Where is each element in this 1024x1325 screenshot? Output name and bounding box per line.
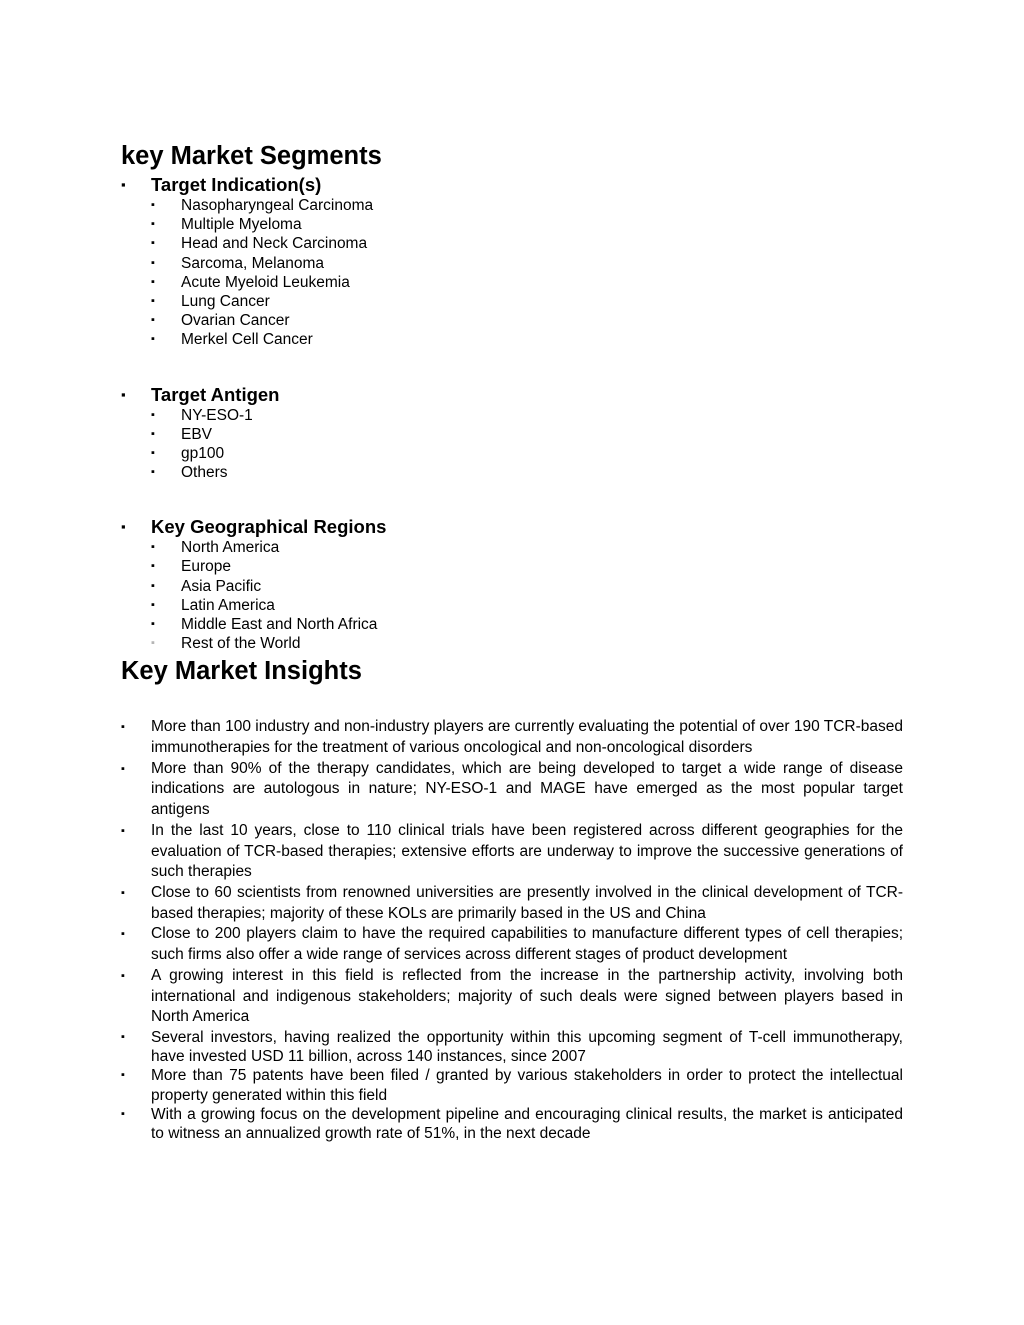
bullet-icon: ▪ xyxy=(121,1030,125,1043)
bullet-icon: ▪ xyxy=(151,618,155,630)
bullet-icon: ▪ xyxy=(151,466,155,479)
list-item xyxy=(121,215,903,234)
segment-group-indications xyxy=(121,174,903,350)
insight-text: Close to 60 scientists from renowned universities are presently involved in the clinical development of TCR-based therapies; majority of these KOLs are primarily based in the US and China xyxy=(151,884,903,922)
insight-item xyxy=(121,966,903,1028)
list-item-label: Middle East and North Africa xyxy=(181,616,378,633)
insight-item xyxy=(121,1066,903,1104)
list-item xyxy=(121,577,903,596)
bullet-icon: ▪ xyxy=(151,218,155,231)
list-item xyxy=(121,254,903,273)
bullet-icon: ▪ xyxy=(151,427,155,440)
segment-sublist xyxy=(121,406,903,483)
list-item xyxy=(121,634,903,653)
list-item-label: Sarcoma, Melanoma xyxy=(181,254,325,272)
list-item-label: Head and Neck Carcinoma xyxy=(181,235,368,253)
segment-group-regions xyxy=(121,516,903,653)
insight-text: More than 90% of the therapy candidates, which are being developed to target a wide range of disease indications are autologous in nature; NY-ESO-1 and MAGE have emerged as the most popular target antigens xyxy=(151,759,903,819)
bullet-icon: ▪ xyxy=(121,824,125,837)
insight-item xyxy=(121,883,903,924)
bullet-icon: ▪ xyxy=(121,887,125,899)
list-item xyxy=(121,311,903,330)
insight-item xyxy=(121,759,903,821)
bullet-icon: ▪ xyxy=(151,237,155,250)
list-item-label: Lung Cancer xyxy=(181,292,270,310)
bullet-icon: ▪ xyxy=(121,928,125,941)
insight-text: Close to 200 players claim to have the required capabilities to manufacture different types of cell therapies; such firms also offer a wide range of services across different stages of product development xyxy=(151,925,903,964)
bullet-icon: ▪ xyxy=(151,314,155,327)
list-item xyxy=(121,330,903,349)
segment-group-antigen xyxy=(121,384,903,483)
bullet-icon: ▪ xyxy=(151,541,155,554)
bullet-icon: ▪ xyxy=(151,637,155,650)
insight-text: Several investors, having realized the opportunity within this upcoming segment of T-cell immunotherapy, have invested USD 11 billion, across 140 instances, since 2007 xyxy=(151,1028,903,1066)
insight-text: With a growing focus on the development pipeline and encouraging clinical results, the market is anticipated to witness an annualized growth rate of 51%, in the next decade xyxy=(151,1105,903,1142)
list-item xyxy=(121,444,903,463)
bullet-icon: ▪ xyxy=(121,721,125,734)
list-item-label: gp100 xyxy=(181,444,225,462)
list-item-label: Nasopharyngeal Carcinoma xyxy=(181,197,374,214)
insight-item xyxy=(121,1105,903,1143)
list-item xyxy=(121,292,903,311)
list-item xyxy=(121,538,903,557)
list-item-label: Ovarian Cancer xyxy=(181,312,290,330)
bullet-icon: ▪ xyxy=(121,177,126,192)
list-item xyxy=(121,557,903,576)
insight-item xyxy=(121,717,903,758)
document-page xyxy=(121,138,903,1143)
list-item xyxy=(121,596,903,615)
segment-heading xyxy=(121,516,903,538)
segments-title: key Market Segments xyxy=(121,142,382,170)
segment-heading-label: Target Indication(s) xyxy=(151,174,322,195)
insight-text: More than 100 industry and non-industry players are currently evaluating the potential of over 190 TCR-based immunotherapies for the treatment of various oncological and non-oncological disorders xyxy=(151,718,903,757)
list-item xyxy=(121,425,903,444)
list-item xyxy=(121,406,903,425)
bullet-icon: ▪ xyxy=(151,256,155,269)
bullet-icon: ▪ xyxy=(151,333,155,346)
list-item-label: Asia Pacific xyxy=(181,577,262,595)
segment-sublist xyxy=(121,196,903,350)
list-item-label: Rest of the World xyxy=(181,635,301,653)
segment-heading xyxy=(121,174,903,196)
list-item xyxy=(121,273,903,292)
insight-item xyxy=(121,821,903,883)
spacer xyxy=(121,482,903,516)
list-item-label: Latin America xyxy=(181,596,275,614)
segment-sublist xyxy=(121,538,903,653)
list-item-label: Multiple Myeloma xyxy=(181,216,302,234)
bullet-icon: ▪ xyxy=(151,199,155,211)
list-item xyxy=(121,463,903,482)
insight-text: In the last 10 years, close to 110 clinical trials have been registered across different geographies for the evaluation of TCR-based therapies; extensive efforts are underway to improve the successive generations of such therapies xyxy=(151,821,903,881)
list-item xyxy=(121,234,903,253)
bullet-icon: ▪ xyxy=(121,1107,125,1120)
bullet-icon: ▪ xyxy=(121,519,126,535)
list-item-label: North America xyxy=(181,539,280,557)
bullet-icon: ▪ xyxy=(151,275,155,288)
list-item-label: Others xyxy=(181,464,228,482)
insight-item xyxy=(121,924,903,965)
bullet-icon: ▪ xyxy=(151,446,155,459)
insight-item xyxy=(121,1028,903,1066)
list-item-label: Europe xyxy=(181,558,231,576)
bullet-icon: ▪ xyxy=(151,560,155,573)
bullet-icon: ▪ xyxy=(151,579,155,592)
list-item-label: NY-ESO-1 xyxy=(181,406,253,424)
insights-list xyxy=(121,717,903,1143)
segment-heading-label: Key Geographical Regions xyxy=(151,516,387,538)
segment-heading-label: Target Antigen xyxy=(151,383,280,405)
bullet-icon: ▪ xyxy=(151,294,155,307)
list-item xyxy=(121,196,903,215)
bullet-icon: ▪ xyxy=(121,1069,125,1082)
spacer xyxy=(121,350,903,384)
insights-title: Key Market Insights xyxy=(121,657,362,686)
bullet-icon: ▪ xyxy=(151,598,155,611)
segment-heading xyxy=(121,384,903,406)
bullet-icon: ▪ xyxy=(151,408,155,421)
bullet-icon: ▪ xyxy=(121,386,126,402)
bullet-icon: ▪ xyxy=(121,762,125,775)
bullet-icon: ▪ xyxy=(121,969,125,982)
insight-text: A growing interest in this field is reflected from the increase in the partnership activity, involving both international and indigenous stakeholders; majority of such deals were signed between players based in North America xyxy=(151,966,903,1026)
list-item-label: Acute Myeloid Leukemia xyxy=(181,273,350,291)
insight-text: More than 75 patents have been filed / granted by various stakeholders in order to protect the intellectual property generated within this field xyxy=(151,1067,903,1104)
list-item-label: EBV xyxy=(181,425,213,443)
list-item xyxy=(121,615,903,634)
list-item-label: Merkel Cell Cancer xyxy=(181,331,313,349)
